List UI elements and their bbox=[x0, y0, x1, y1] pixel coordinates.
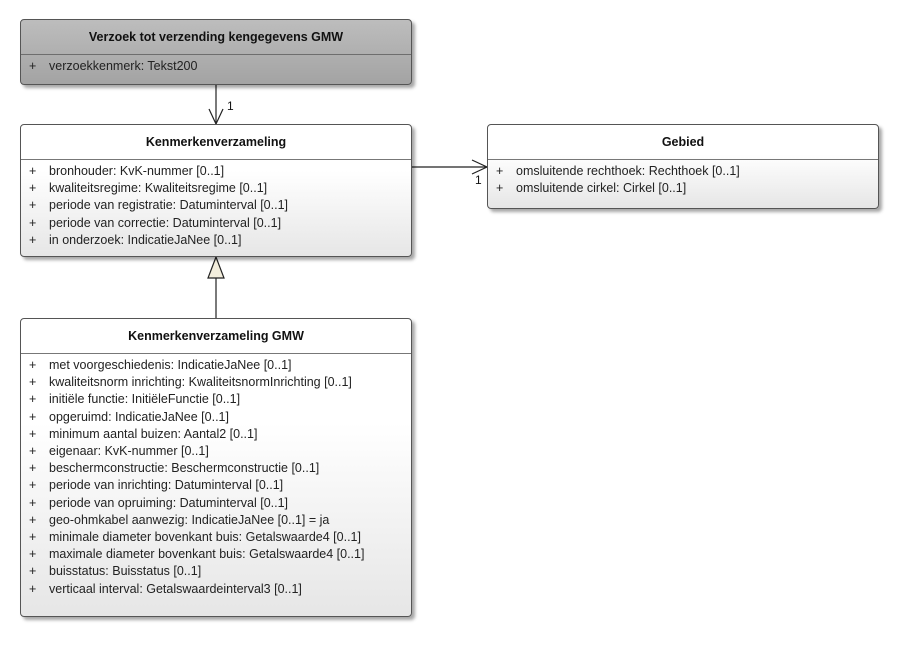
attribute-row bbox=[21, 197, 411, 214]
multiplicity-kenmerken: 1 bbox=[227, 99, 234, 113]
attribute-text: bronhouder: KvK-nummer [0..1] bbox=[49, 164, 225, 178]
attribute-row bbox=[21, 477, 411, 494]
class-kenmerkenverzameling-title: Kenmerkenverzameling bbox=[21, 125, 411, 160]
attribute-row bbox=[21, 232, 411, 249]
class-gebied-attributes bbox=[488, 160, 878, 197]
class-verzoek[interactable] bbox=[20, 19, 412, 85]
class-kenmerkenverzameling-gmw-title: Kenmerkenverzameling GMW bbox=[21, 319, 411, 354]
association-verzoek-kenmerken[interactable] bbox=[209, 85, 234, 124]
visibility-public: + bbox=[29, 215, 37, 230]
visibility-public: + bbox=[29, 426, 37, 441]
visibility-public: + bbox=[29, 547, 37, 562]
attribute-text: in onderzoek: IndicatieJaNee [0..1] bbox=[49, 232, 242, 247]
attribute-row bbox=[21, 374, 411, 391]
association-kenmerken-gebied[interactable] bbox=[411, 160, 487, 187]
attribute-text: maximale diameter bovenkant buis: Getalswaarde4 [0..1] bbox=[49, 547, 365, 562]
attribute-row bbox=[21, 512, 411, 529]
attribute-row bbox=[21, 58, 411, 75]
multiplicity-gebied: 1 bbox=[475, 173, 482, 187]
attribute-text: buisstatus: Buisstatus [0..1] bbox=[49, 564, 202, 579]
attribute-row bbox=[21, 563, 411, 580]
attribute-row bbox=[21, 460, 411, 477]
attribute-text: periode van opruiming: Datuminterval [0..1] bbox=[49, 495, 289, 510]
visibility-public: + bbox=[29, 181, 37, 196]
attribute-row bbox=[21, 180, 411, 197]
attribute-row bbox=[488, 163, 878, 180]
class-kenmerkenverzameling-gmw[interactable] bbox=[20, 318, 412, 617]
attribute-text: met voorgeschiedenis: IndicatieJaNee [0..1] bbox=[49, 358, 292, 372]
attribute-row bbox=[21, 357, 411, 374]
visibility-public: + bbox=[29, 512, 37, 527]
attribute-text: minimale diameter bovenkant buis: Getalswaarde4 [0..1] bbox=[49, 530, 361, 545]
visibility-public: + bbox=[29, 59, 37, 73]
attribute-text: verzoekkenmerk: Tekst200 bbox=[49, 59, 198, 73]
attribute-row bbox=[21, 546, 411, 563]
attribute-row bbox=[21, 495, 411, 512]
visibility-public: + bbox=[29, 232, 37, 247]
attribute-text: kwaliteitsnorm inrichting: KwaliteitsnormInrichting [0..1] bbox=[49, 375, 352, 390]
visibility-public: + bbox=[29, 375, 37, 390]
generalization-arrowhead bbox=[208, 257, 224, 278]
visibility-public: + bbox=[29, 495, 37, 510]
attribute-text: periode van correctie: Datuminterval [0..1] bbox=[49, 215, 282, 230]
attribute-text: periode van registratie: Datuminterval [0..1] bbox=[49, 198, 289, 213]
visibility-public: + bbox=[29, 444, 37, 459]
class-gebied[interactable] bbox=[487, 124, 879, 209]
class-verzoek-title: Verzoek tot verzending kengegevens GMW bbox=[21, 20, 411, 55]
class-verzoek-attributes bbox=[21, 55, 411, 75]
attribute-row bbox=[21, 581, 411, 598]
attribute-row bbox=[21, 215, 411, 232]
class-kenmerkenverzameling[interactable] bbox=[20, 124, 412, 257]
generalization-gmw-kenmerken[interactable] bbox=[208, 257, 224, 318]
visibility-public: + bbox=[29, 478, 37, 493]
attribute-text: geo-ohmkabel aanwezig: IndicatieJaNee [0..1] = ja bbox=[49, 512, 330, 527]
class-kenmerkenverzameling-gmw-attributes bbox=[21, 354, 411, 598]
visibility-public: + bbox=[29, 358, 37, 372]
visibility-public: + bbox=[496, 181, 504, 196]
attribute-text: opgeruimd: IndicatieJaNee [0..1] bbox=[49, 409, 229, 424]
visibility-public: + bbox=[29, 581, 37, 596]
attribute-text: kwaliteitsregime: Kwaliteitsregime [0..1] bbox=[49, 181, 268, 196]
attribute-text: omsluitende rechthoek: Rechthoek [0..1] bbox=[516, 164, 740, 178]
visibility-public: + bbox=[29, 392, 37, 407]
attribute-row bbox=[21, 391, 411, 408]
attribute-text: minimum aantal buizen: Aantal2 [0..1] bbox=[49, 426, 258, 441]
attribute-row bbox=[21, 163, 411, 180]
attribute-row bbox=[21, 409, 411, 426]
class-kenmerkenverzameling-attributes bbox=[21, 160, 411, 249]
attribute-text: eigenaar: KvK-nummer [0..1] bbox=[49, 444, 209, 459]
attribute-row bbox=[21, 426, 411, 443]
visibility-public: + bbox=[496, 164, 504, 178]
attribute-text: initiële functie: InitiëleFunctie [0..1] bbox=[49, 392, 241, 407]
visibility-public: + bbox=[29, 530, 37, 545]
attribute-text: periode van inrichting: Datuminterval [0..1] bbox=[49, 478, 284, 493]
visibility-public: + bbox=[29, 164, 37, 178]
attribute-text: verticaal interval: Getalswaardeinterval3 [0..1] bbox=[49, 581, 302, 596]
attribute-text: omsluitende cirkel: Cirkel [0..1] bbox=[516, 181, 687, 196]
attribute-row bbox=[21, 443, 411, 460]
visibility-public: + bbox=[29, 564, 37, 579]
visibility-public: + bbox=[29, 461, 37, 476]
class-gebied-title: Gebied bbox=[488, 125, 878, 160]
visibility-public: + bbox=[29, 198, 37, 213]
visibility-public: + bbox=[29, 409, 37, 424]
attribute-row bbox=[21, 529, 411, 546]
attribute-row bbox=[488, 180, 878, 197]
attribute-text: beschermconstructie: Beschermconstructie [0..1] bbox=[49, 461, 320, 476]
